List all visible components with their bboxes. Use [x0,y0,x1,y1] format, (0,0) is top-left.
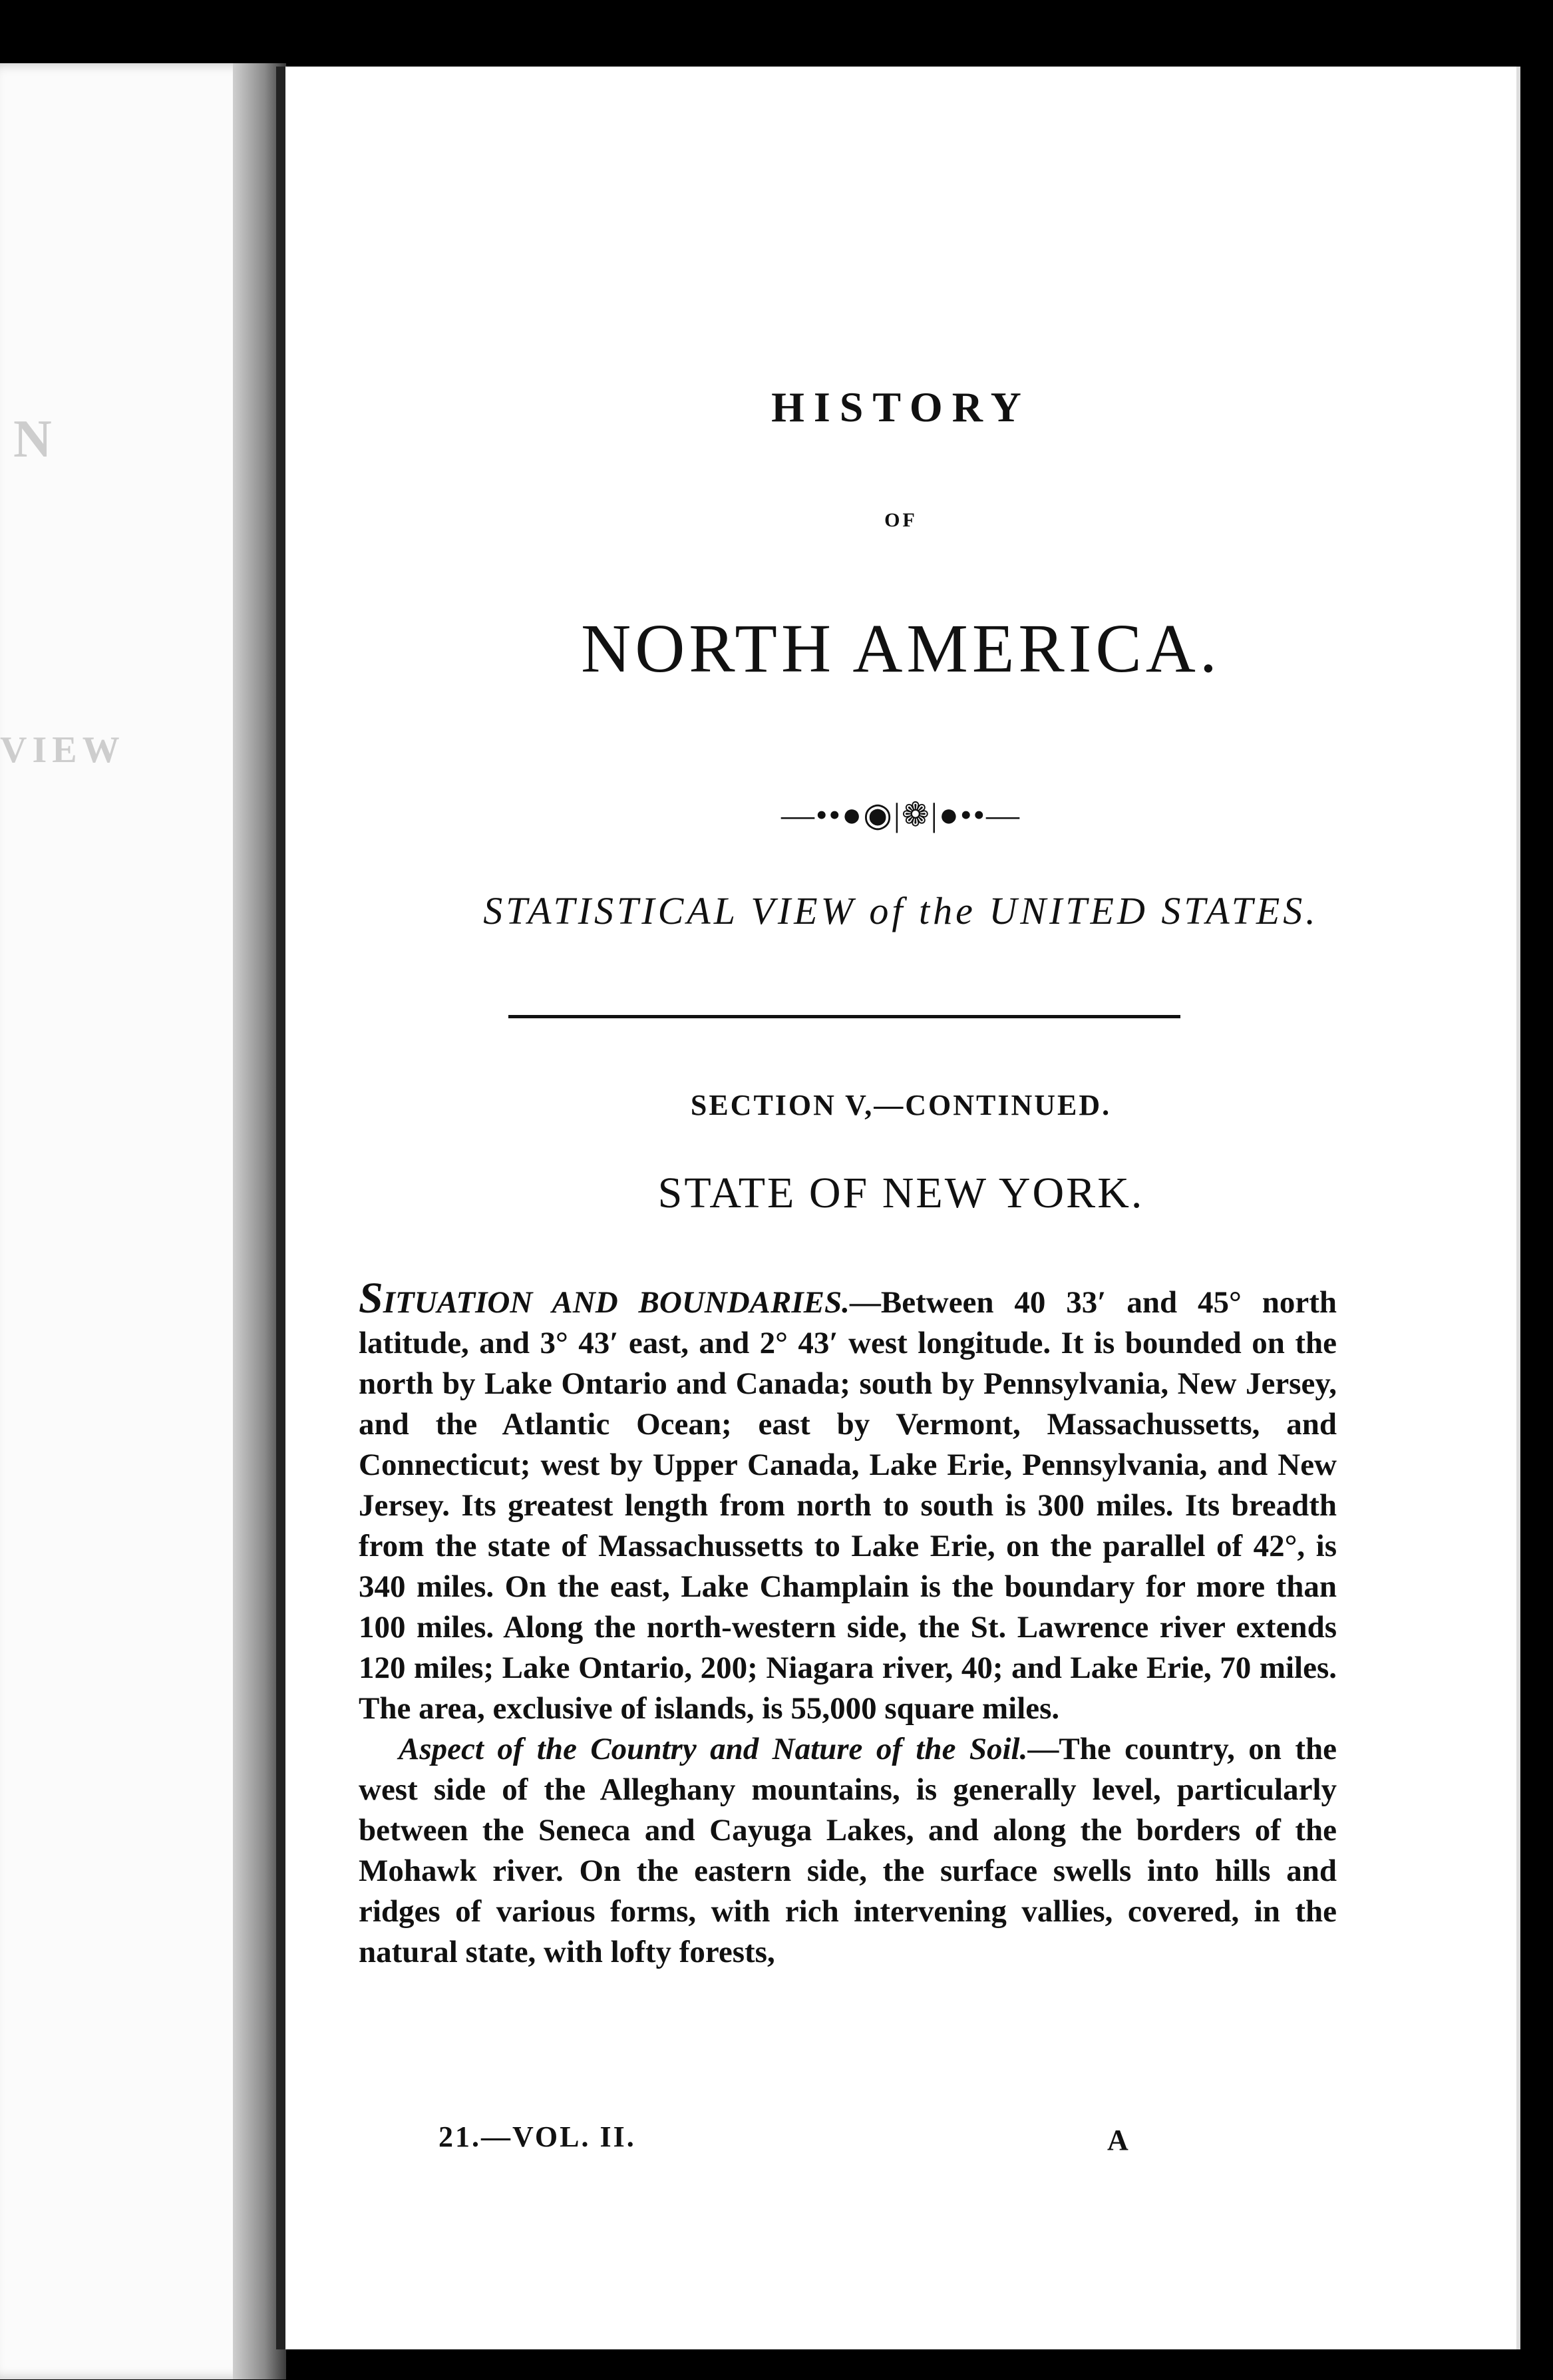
horizontal-rule [508,1015,1180,1018]
paragraph-aspect [359,1729,1337,1973]
facing-page-bleed-glyph: N [13,410,57,469]
paragraph-lead: Aspect of the Country and Nature of the Soil. [399,1732,1028,1766]
body-text [359,1274,1337,1973]
state-heading: STATE OF NEW YORK. [657,1169,1144,1217]
facing-page-bleed-glyph: VIEW [0,729,125,771]
paragraph-text: —Between 40 33′ and 45° north latitude, and 3° 43′ east, and 2° 43′ west longitude. It is bounded on the north by Lake Ontario and Canada; south by Pennsylvania, New Jersey, and the Atlantic Ocean; east by Vermont, Massachussetts, and Connecticut; west by Upper Canada, Lake Erie, Pennsylvania, and New Jersey. Its greatest length from north to south is 300 miles. Its breadth from the state of Massachussetts to Lake Erie, on the parallel of 42°, is 340 miles. On the east, Lake Champlain is the boundary for more than 100 miles. Along the north-western side, the St. Lawrence river extends 120 miles; Lake Ontario, 200; Niagara river, 40; and Lake Erie, 70 miles. The area, exclusive of islands, is 55,000 square miles. [359,1285,1337,1726]
signature-mark: A [1107,2124,1128,2156]
drop-letter: S [359,1274,383,1322]
title-north-america: NORTH AMERICA. [581,610,1221,687]
title-history: HISTORY [771,383,1031,431]
section-heading: SECTION V,—CONTINUED. [690,1089,1112,1121]
subtitle: STATISTICAL VIEW of the UNITED STATES. [483,889,1319,932]
paragraph-situation [359,1274,1337,1729]
paragraph-lead: ITUATION AND BOUNDARIES. [383,1285,850,1320]
paragraph-text: —The country, on the west side of the Alleghany mountains, is generally level, particularly between the Seneca and Cayuga Lakes, and along the borders of the Mohawk river. On the eastern side, the surface swells into hills and ridges of various forms, with rich intervening vallies, covered, in the natural state, with lofty forests, [359,1732,1337,1969]
volume-footer: 21.—VOL. II. [438,2120,636,2153]
book-page [276,67,1520,2349]
ornament-divider: —••●◉|❁|●••— [781,796,1021,833]
title-of: OF [884,509,918,531]
